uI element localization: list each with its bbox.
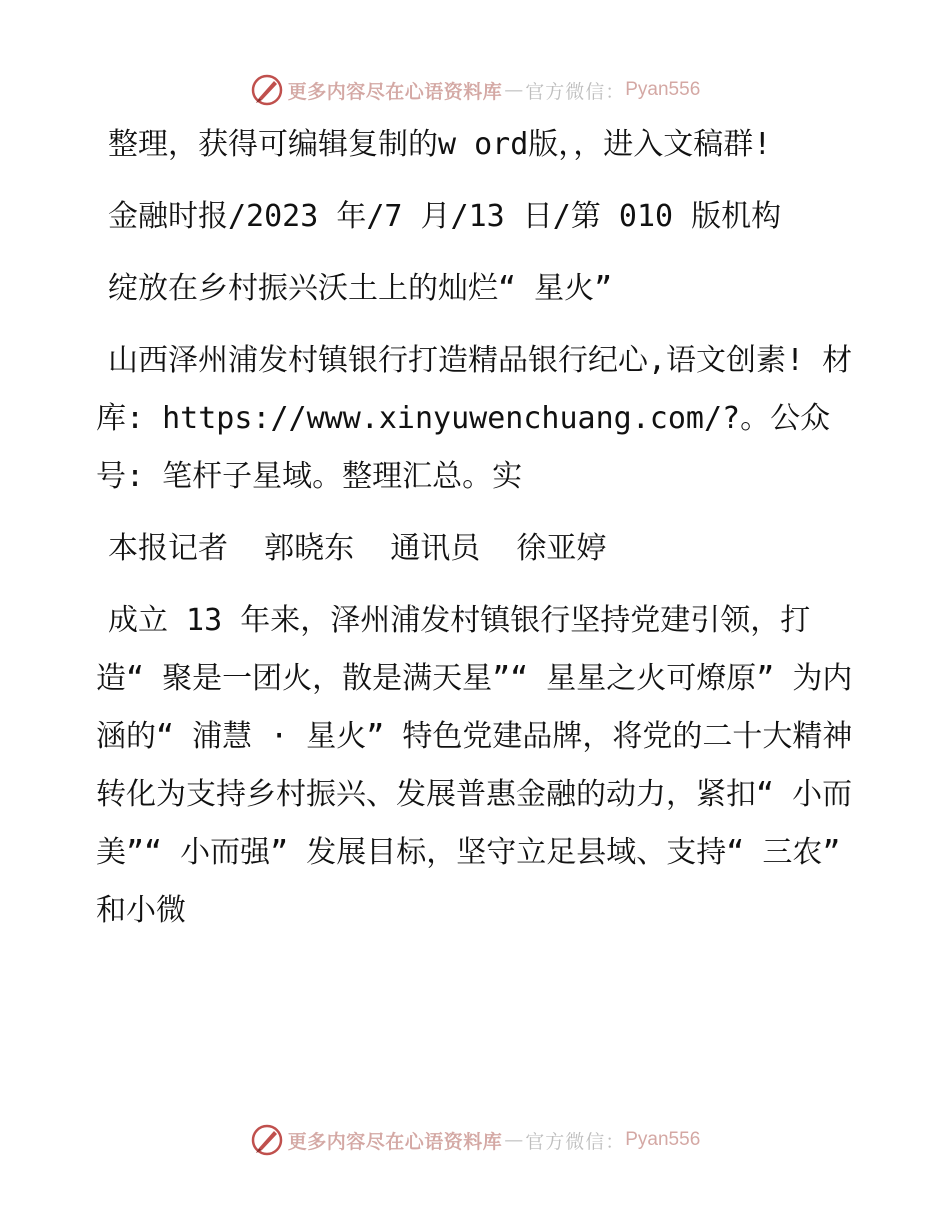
article-title: 绽放在乡村振兴沃土上的灿烂“ 星火”: [108, 271, 613, 306]
footer-watermark-banner: [0, 1120, 950, 1160]
banner-wechat-label: 官方微信：: [525, 80, 626, 103]
quill-pen-logo-icon: [250, 1123, 284, 1157]
banner-separator: —: [504, 79, 524, 101]
banner-text: 更多内容尽在心语资料库: [287, 80, 503, 103]
article-subtitle: 山西泽州浦发村镇银行打造精品银行纪心,语文创素! 材库: https://www.xinyuwenchuang.com/?。公众号: 笔杆子星域。整理汇总。实: [96, 343, 853, 494]
quill-pen-logo-icon: [250, 73, 284, 107]
article-byline: 本报记者 郭晓东 通讯员 徐亚婷: [108, 531, 607, 566]
banner-wechat-id: Pyan556: [625, 1129, 701, 1150]
banner-wechat-label: 官方微信：: [525, 1130, 626, 1153]
header-watermark-banner: [0, 70, 950, 110]
paragraph-body: 成立 13 年来，泽州浦发村镇银行坚持党建引领，打造“ 聚是一团火，散是满天星”“ 星星之火可燎原” 为内涵的“ 浦慧 · 星火” 特色党建品牌，将党的二十大精神转化为支持乡村振兴、发展普惠金融的动力，紧扣“ 小而美”“ 小而强” 发展目标，坚守立足县域、支持“ 三农” 和小微: [96, 603, 859, 928]
document-body: [96, 116, 859, 954]
paragraph-intro: 整理，获得可编辑复制的w ord版，，进入文稿群!: [108, 127, 772, 162]
banner-wechat-id: Pyan556: [625, 79, 701, 100]
banner-separator: —: [504, 1129, 524, 1151]
paragraph-source-line: 金融时报/2023 年/7 月/13 日/第 010 版机构: [108, 199, 782, 234]
banner-text: 更多内容尽在心语资料库: [287, 1130, 503, 1153]
